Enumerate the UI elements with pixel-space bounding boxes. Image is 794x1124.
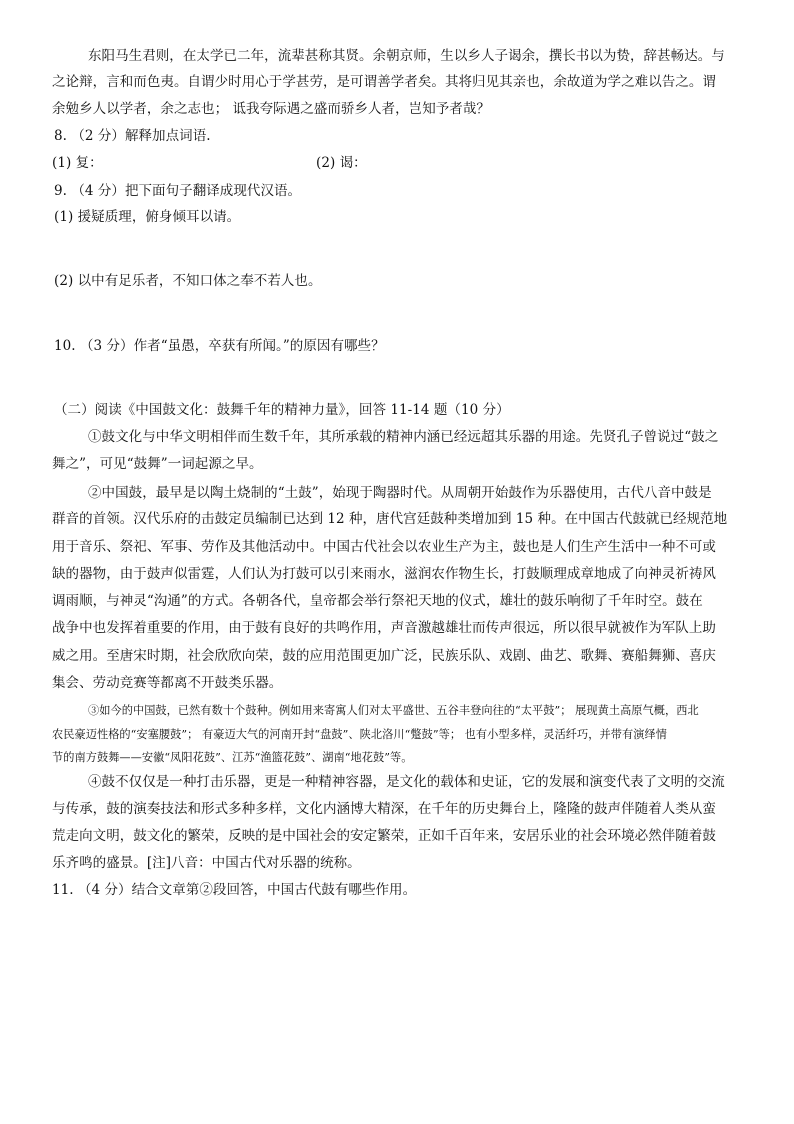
paragraph-2-line: 战争中也发挥着重要的作用，由于鼓有良好的共鸣作用，声音激越雄壮而传声很远，所以很早就被作为军队上助 [52,620,716,636]
question-10-stem: 10. （3 分）作者“虽愚，卒获有所闻。”的原因有哪些？ [54,338,385,354]
paragraph-4-line: 荒走向文明，鼓文化的繁荣，反映的是中国社会的安定繁荣，正如千百年来，安居乐业的社会环境必然伴随着鼓 [52,828,716,844]
paragraph-4-line: 与传承，鼓的演奏技法和形式多种多样，文化内涵博大精深，在千年的历史舞台上，隆隆的鼓声伴随着人类从蛮 [52,801,716,817]
paragraph-2-line: 缺的器物，由于鼓声似雷霆，人们认为打鼓可以引来雨水，滋润农作物生长，打鼓顺理成章地成了向神灵祈祷风 [52,566,716,582]
paragraph-1-line: ①鼓文化与中华文明相伴而生数千年，其所承载的精神内涵已经远超其乐器的用途。先贤孔子曾说过“鼓之 [88,429,719,445]
question-9-stem: 9. （4 分）把下面句子翻译成现代汉语。 [54,183,302,199]
section-heading: （二）阅读《中国鼓文化：鼓舞千年的精神力量》，回答 11-14 题（10 分） [54,402,510,418]
passage-line: 余勉乡人以学者，余之志也； 诋我夸际遇之盛而骄乡人者，岂知予者哉？ [52,101,490,117]
passage-line: 之论辩，言和而色夷。自谓少时用心于学甚劳，是可谓善学者矣。其将归见其亲也，余故道为学之难以告之。谓 [52,74,716,90]
paragraph-2-line: 集会、劳动竞赛等都离不开鼓类乐器。 [52,675,283,691]
paragraph-2-line: 威之用。至唐宋时期，社会欣欣向荣，鼓的应用范围更加广泛，民族乐队、戏剧、曲艺、歌舞、赛船舞狮、喜庆 [52,648,716,664]
question-8-item-2: (2) 谒： [316,155,367,171]
paragraph-1-line: 舞之”，可见“鼓舞”一词起源之早。 [52,456,263,472]
paragraph-4-line: ④鼓不仅仅是一种打击乐器，更是一种精神容器，是文化的载体和史证，它的发展和演变代表了文明的交流 [88,774,725,790]
paragraph-4-line: 乐齐鸣的盛景。[注]八音：中国古代对乐器的统称。 [52,855,361,871]
passage-line: 东阳马生君则，在太学已二年，流辈甚称其贤。余朝京师，生以乡人子谒余，撰长书以为贽，辞甚畅达。与 [88,48,725,64]
paragraph-3-line: 节的南方鼓舞——安徽“凤阳花鼓”、江苏“渔篮花鼓”、湖南“地花鼓”等。 [52,751,413,764]
paragraph-2-line: 用于音乐、祭祀、军事、劳作及其他活动中。中国古代社会以农业生产为主，鼓也是人们生产生活中一种不可或 [52,539,716,555]
paragraph-3-line: ③如今的中国鼓，已然有数十个鼓种。例如用来寄寓人们对太平盛世、五谷丰登向往的“太平鼓”； 展现黄土高原气概，西北 [88,704,699,717]
paragraph-3-line: 农民豪迈性格的“安塞腰鼓”； 有豪迈大气的河南开封“盘鼓”、陕北洛川“蹩鼓”等； 也有小型多样，灵活纤巧，并带有演绎情 [52,728,667,741]
paragraph-2-line: ②中国鼓，最早是以陶土烧制的“土鼓”，始现于陶器时代。从周朝开始鼓作为乐器使用，古代八音中鼓是 [88,485,712,501]
question-9-item-2: (2) 以中有足乐者，不知口体之奉不若人也。 [54,273,322,289]
question-9-item-1: (1) 援疑质理，俯身倾耳以请。 [54,209,241,225]
paragraph-2-line: 群音的首领。汉代乐府的击鼓定员编制已达到 12 种，唐代宫廷鼓种类增加到 15 种。在中国古代鼓就已经规范地 [52,511,728,527]
question-11-stem: 11. （4 分）结合文章第②段回答，中国古代鼓有哪些作用。 [52,882,417,898]
paragraph-2-line: 调雨顺，与神灵“沟通”的方式。各朝各代，皇帝都会举行祭祀天地的仪式，雄壮的鼓乐响彻了千年时空。鼓在 [52,593,703,609]
question-8-stem: 8. （2 分）解释加点词语. [54,128,211,144]
question-8-item-1: (1) 复： [52,155,103,171]
